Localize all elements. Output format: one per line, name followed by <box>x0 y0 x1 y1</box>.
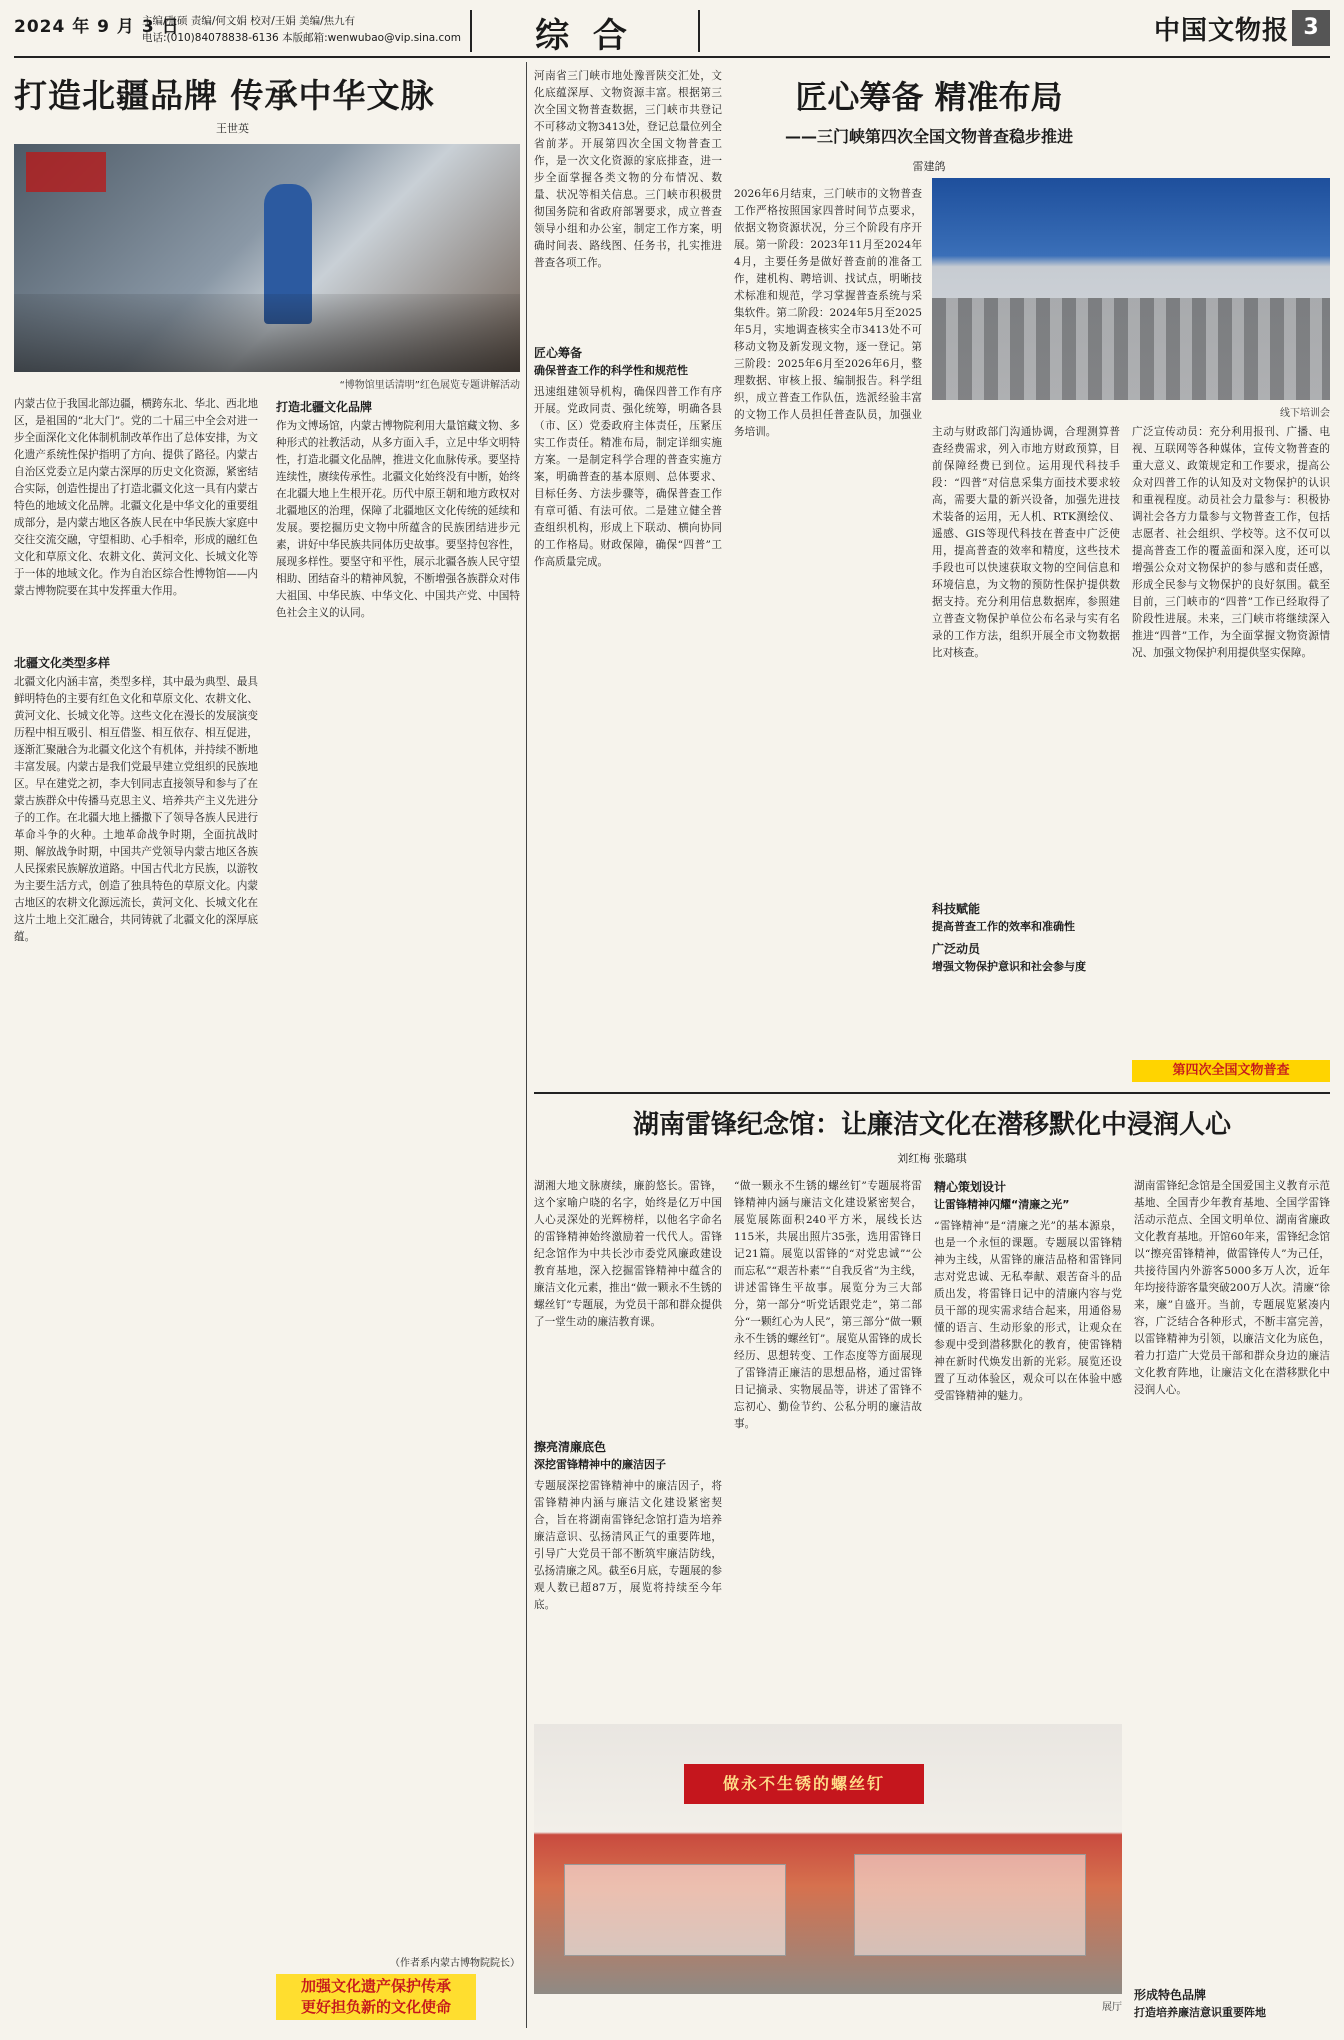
bottom-subhead-3b: 打造培养廉洁意识重要阵地 <box>1134 2006 1266 2019</box>
body-paragraph-1: 北疆文化内涵丰富，类型多样，其中最为典型、最具鲜明特色的主要有红色文化和草原文化、农耕文化、黄河文化、长城文化等。这些文化在漫长的发展演变历程中相互吸引、相互借鉴、相互依存、相互促进，逐渐汇聚融合为北疆文化这个有机体，并持续不断地丰富发展。内蒙古是我们党最早建立党组织的民族地区。早在建党之初，李大钊同志直接领导和参与了在蒙古族群众中传播马克思主义、培养共产主义先进分子的工作。在北疆大地上播撒下了领导各族人民进行革命斗争的火种。土地革命战争时期，全面抗战时期、解放战争时期，中国共产党领导内蒙古地区各族人民探索民族解放道路。中国古代北方民族，以游牧为主要生活方式，创造了独具特色的草原文化。内蒙古地区的农耕文化源远流长，黄河文化、长城文化在这片土地上交汇融合，共同铸就了北疆文化的深厚底蕴。 <box>14 676 258 943</box>
bottom-col1-paragraph-2: 专题展深挖雷锋精神中的廉洁因子，将雷锋精神内涵与廉洁文化建设紧密契合，旨在将湖南雷锋纪念馆打造为培养廉洁意识、弘扬清风正气的重要阵地，引导广大党员干部不断筑牢廉洁防线，弘扬清廉之风。截至6月底，专题展的参观人数已超87万，展览将持续至今年底。 <box>534 1480 722 1611</box>
exhibition-photo-caption: 展厅 <box>1102 2002 1122 2013</box>
bottom-authors: 刘红梅 张璐琪 <box>897 1152 967 1165</box>
right-subtitle: ——三门峡第四次全国文物普查稳步推进 <box>784 127 1073 146</box>
bottom-subhead-1: 擦亮清廉底色 <box>534 1440 607 1454</box>
right-subhead-2b: 提高普查工作的效率和准确性 <box>932 920 1075 933</box>
bottom-subhead-2: 精心策划设计 <box>934 1180 1007 1194</box>
subhead-2: 打造北疆文化品牌 <box>276 400 373 414</box>
footer-banner: 加强文化遗产保护传承 更好担负新的文化使命 <box>276 1974 476 2020</box>
right-subhead-3: 广泛动员 <box>932 942 981 956</box>
article-author: 王世英 <box>216 122 249 135</box>
right-col1-paragraph: 河南省三门峡市地处豫晋陕交汇处，文化底蕴深厚、文物资源丰富。根据第三次全国文物普查数据，三门峡市共登记不可移动文物3413处，登记总量位列全省前茅。开展第四次全国文物普查工作，是一次文化资源的家底排查，进一步全面掌握各类文物的分布情况、数量、状况等相关信息。三门峡市积极贯彻国务院和省政府部署要求，成立普查领导小组和办公室，制定工作方案，明确时间表、路线图、任务书，扎实推进普查各项工作。 <box>534 70 722 269</box>
contact-info: 电话:(010)84078838-6136 本版邮箱:wenwubao@vip.sina.com <box>142 32 461 44</box>
section-divider-left <box>470 10 472 52</box>
editor-credits: 主编/张硕 责编/何文娟 校对/王娟 美编/焦九有 <box>142 15 356 27</box>
right-subhead-2: 科技赋能 <box>932 902 981 916</box>
exhibit-wall-sign: 做永不生锈的螺丝钉 <box>684 1764 924 1804</box>
page-number: 3 <box>1292 10 1330 46</box>
right-subhead-1: 匠心筹备 <box>534 346 583 360</box>
red-flag-banner <box>26 152 106 192</box>
bottom-subhead-3: 形成特色品牌 <box>1134 1988 1207 2002</box>
lead-photo <box>14 144 520 372</box>
display-case <box>564 1864 786 1956</box>
subhead-1: 北疆文化类型多样 <box>14 656 111 670</box>
issue-date: 2024 年 9 月 3 日 <box>14 17 180 37</box>
bottom-col2-paragraph: “做一颗永不生锈的螺丝钉”专题展将雷锋精神内涵与廉洁文化建设紧密契合，展览展陈面积240平方米，展线长达115米，共展出照片35张，选用雷锋日记21篇。展览以雷锋的“对党忠诚”“公而忘私”“艰苦朴素”“自我反省”为主线，讲述雷锋生平故事。展览分为三大部分，第一部分“听党话跟党走”，第二部分“一颗红心为人民”，第三部分“做一颗永不生锈的螺丝钉”。展览从雷锋的成长经历、思想转变、工作态度等方面展现了雷锋清正廉洁的思想品格，通过雷锋日记摘录、实物展品等，讲述了雷锋不忘初心、勤俭节约、公私分明的廉洁故事。 <box>734 1180 922 1430</box>
masthead-rule <box>14 56 1330 58</box>
bottom-col3-paragraph: “雷锋精神”是“清廉之光”的基本源泉，也是一个永恒的课题。专题展以雷锋精神为主线，从雷锋的廉洁品格和雷锋同志对党忠诚、无私奉献、艰苦奋斗的品质出发，将雷锋日记中的清廉内容与党员干部的现实需求结合起来，用通俗易懂的语言、生动形象的形式，让观众在参观中受到潜移默化的教育，使雷锋精神在新时代焕发出新的光彩。展览还设置了互动体验区，观众可以在体验中感受雷锋精神的魅力。 <box>934 1220 1122 1402</box>
right-col2-paragraph: 2026年6月结束，三门峡市的文物普查工作严格按照国家四普时间节点要求，依据文物资源状况，分三个阶段有序开展。第一阶段：2023年11月至2024年4月，主要任务是做好普查前的准备工作，建机构、聘培训、找试点，明晰技术标准和规范，学习掌握普查系统与采集软件。第二阶段：2024年5月至2025年5月，实地调查核实全市3413处不可移动文物及新发现文物，逐一登记。第三阶段：2025年6月至2026年6月，整理数据、审核上报、编制报告。科学组织，成立普查工作队伍，选派经验丰富的文物工作人员担任普查队员，加强业务培训。 <box>734 188 922 438</box>
right-col1-paragraph-2: 迅速组建领导机构，确保四普工作有序开展。党政同责、强化统筹，明确各县（市、区）党委政府主体责任，压紧压实工作责任。精准布局，制定详细实施方案。一是制定科学合理的普查实施方案，明确普查的基本原则、总体要求、目标任务、方法步骤等，确保普查工作有章可循、有法可依。二是建立健全普查组织机构，形成上下联动、横向协同的工作格局。财政保障，确保“四普”工作高质量完成。 <box>534 386 722 568</box>
article-left <box>14 62 520 2028</box>
article-right-top <box>534 62 1330 1088</box>
article-title: 打造北疆品牌 传承中华文脉 <box>14 76 435 115</box>
bottom-title: 湖南雷锋纪念馆：让廉洁文化在潜移默化中浸润人心 <box>632 1110 1231 1140</box>
photo-caption: “博物馆里话清明”红色展览专题讲解活动 <box>339 380 520 391</box>
section-divider-right <box>698 10 700 52</box>
paper-name: 中国文物报 <box>1154 16 1290 46</box>
bottom-col1-paragraph: 湖湘大地文脉赓续，廉韵悠长。雷锋，这个家喻户晓的名字，始终是亿万中国人心灵深处的光辉榜样，以他名字命名的雷锋精神始终激励着一代代人。雷锋纪念馆作为中共长沙市委党风廉政建设教育基地，深入挖掘雷锋精神中蕴含的廉洁文化元素，推出“做一颗永不生锈的螺丝钉”专题展，为党员干部和群众提供了一堂生动的廉洁教育课。 <box>534 1180 722 1328</box>
right-col4-paragraph: 广泛宣传动员：充分利用报刊、广播、电视、互联网等各种媒体，宣传文物普查的重大意义、政策规定和工作要求，提高公众对四普工作的认知及对文物保护的认识和重视程度。动员社会力量参与：积极协调社会各方力量参与文物普查工作，包括志愿者、社会组织、学校等。这不仅可以提高普查工作的覆盖面和深入度，还可以增强公众对文物保护的参与感和责任感，形成全民参与文物保护的良好氛围。截至目前，三门峡市的“四普”工作已经取得了阶段性进展。未来，三门峡市将继续深入推进“四普”工作，为全面掌握文物资源情况、加强文物保护利用提供坚实保障。 <box>1132 426 1330 659</box>
body-paragraph-2: 作为文博场馆，内蒙古博物院利用大量馆藏文物、多种形式的社教活动，从多方面入手，立足中华文明特性，打造北疆文化品牌，推进文化血脉传承。要坚持连续性，赓续传承性。北疆文化始终没有中断，始终在北疆大地上生根开花。历代中原王朝和地方政权对北疆地区的治理，保障了北疆地区文化传统的延续和发展。要挖掘历史文物中所蕴含的民族团结进步元素，讲好中华民族共同体历史故事。要坚持包容性，展现多样性。要坚守和平性，展示北疆各族人民守望相助、团结奋斗的精神风貌，不断增强各族群众对伟大祖国、中华民族、中华文化、中国共产党、中国特色社会主义的认同。 <box>276 420 520 619</box>
right-author: 雷建鸽 <box>912 160 946 173</box>
census-tag: 第四次全国文物普查 <box>1132 1060 1330 1082</box>
section-rule-right <box>534 1092 1330 1094</box>
right-title: 匠心筹备 精准布局 <box>795 78 1063 116</box>
display-case <box>854 1854 1086 1956</box>
section-title: 综 合 <box>535 16 633 56</box>
training-photo-caption: 线下培训会 <box>1280 408 1330 419</box>
right-col3-paragraph: 主动与财政部门沟通协调，合理测算普查经费需求，列入市地方财政预算，目前保障经费已到位。运用现代科技手段：“四普”对信息采集方面技术要求较高，需要大量的新兴设备，加强先进技术装备的运用，无人机、RTK测绘仪、遥感、GIS等现代科技在普查中广泛使用，提高普查的效率和精度，这些技术手段也可以快速获取文物的空间信息和环境信息，为文物的预防性保护提供数据支持。充分利用信息数据库，参照建立普查文物保护单位公布名录与实有名录的工作方法，组织开展全市文物数据比对核查。 <box>932 426 1120 659</box>
bottom-col4-paragraph: 湖南雷锋纪念馆是全国爱国主义教育示范基地、全国青少年教育基地、全国学雷锋活动示范点、全国文明单位、湖南省廉政文化教育基地。开馆60年来，雷锋纪念馆以“擦亮雷锋精神，做雷锋传人”为己任，共接待国内外游客5000多万人次，近年年均接待游客量突破200万人次。清廉“徐来，廉”自盛开。当前，专题展览紧凑内容，广泛结合各种形式，不断丰富完善，以雷锋精神为引领，以廉洁文化为底色，着力打造广大党员干部和群众身边的廉洁文化教育阵地，让廉洁文化在潜移默化中浸润人心。 <box>1134 1180 1330 1396</box>
column-rule-left <box>526 62 527 2028</box>
right-subhead-3b: 增强文物保护意识和社会参与度 <box>932 960 1086 973</box>
bottom-subhead-1b: 深挖雷锋精神中的廉洁因子 <box>534 1458 666 1471</box>
audience-rows <box>932 298 1330 400</box>
intro-paragraph: 内蒙古位于我国北部边疆，横跨东北、华北、西北地区，是祖国的“北大门”。党的二十届三中全会对进一步全面深化文化体制机制改革作出了总体安排，为文化遗产系统性保护指明了方向、提供了路径。内蒙古自治区党委立足内蒙古深厚的历史文化资源，紧密结合实际，创造性提出了打造北疆文化这一具有内蒙古特色的地域文化品牌。北疆文化是中华文化的重要组成部分，是内蒙古地区各族人民在中华民族大家庭中交往交流交融，守望相助、心手相牵，形成的融红色文化和草原文化、农耕文化、黄河文化、长城文化等于一体的地域文化。作为自治区综合性博物馆——内蒙古博物院要在其中发挥重大作用。 <box>14 398 258 597</box>
bottom-subhead-2b: 让雷锋精神闪耀“清廉之光” <box>934 1198 1070 1211</box>
exhibition-hall-photo <box>534 1724 1122 1994</box>
article-bottom <box>534 1098 1330 2028</box>
right-subhead-1b: 确保普查工作的科学性和规范性 <box>534 364 688 377</box>
audience-silhouettes <box>14 294 520 372</box>
author-note: （作者系内蒙古博物院院长） <box>390 1958 520 1969</box>
masthead <box>14 10 1330 54</box>
training-photo <box>932 178 1330 400</box>
